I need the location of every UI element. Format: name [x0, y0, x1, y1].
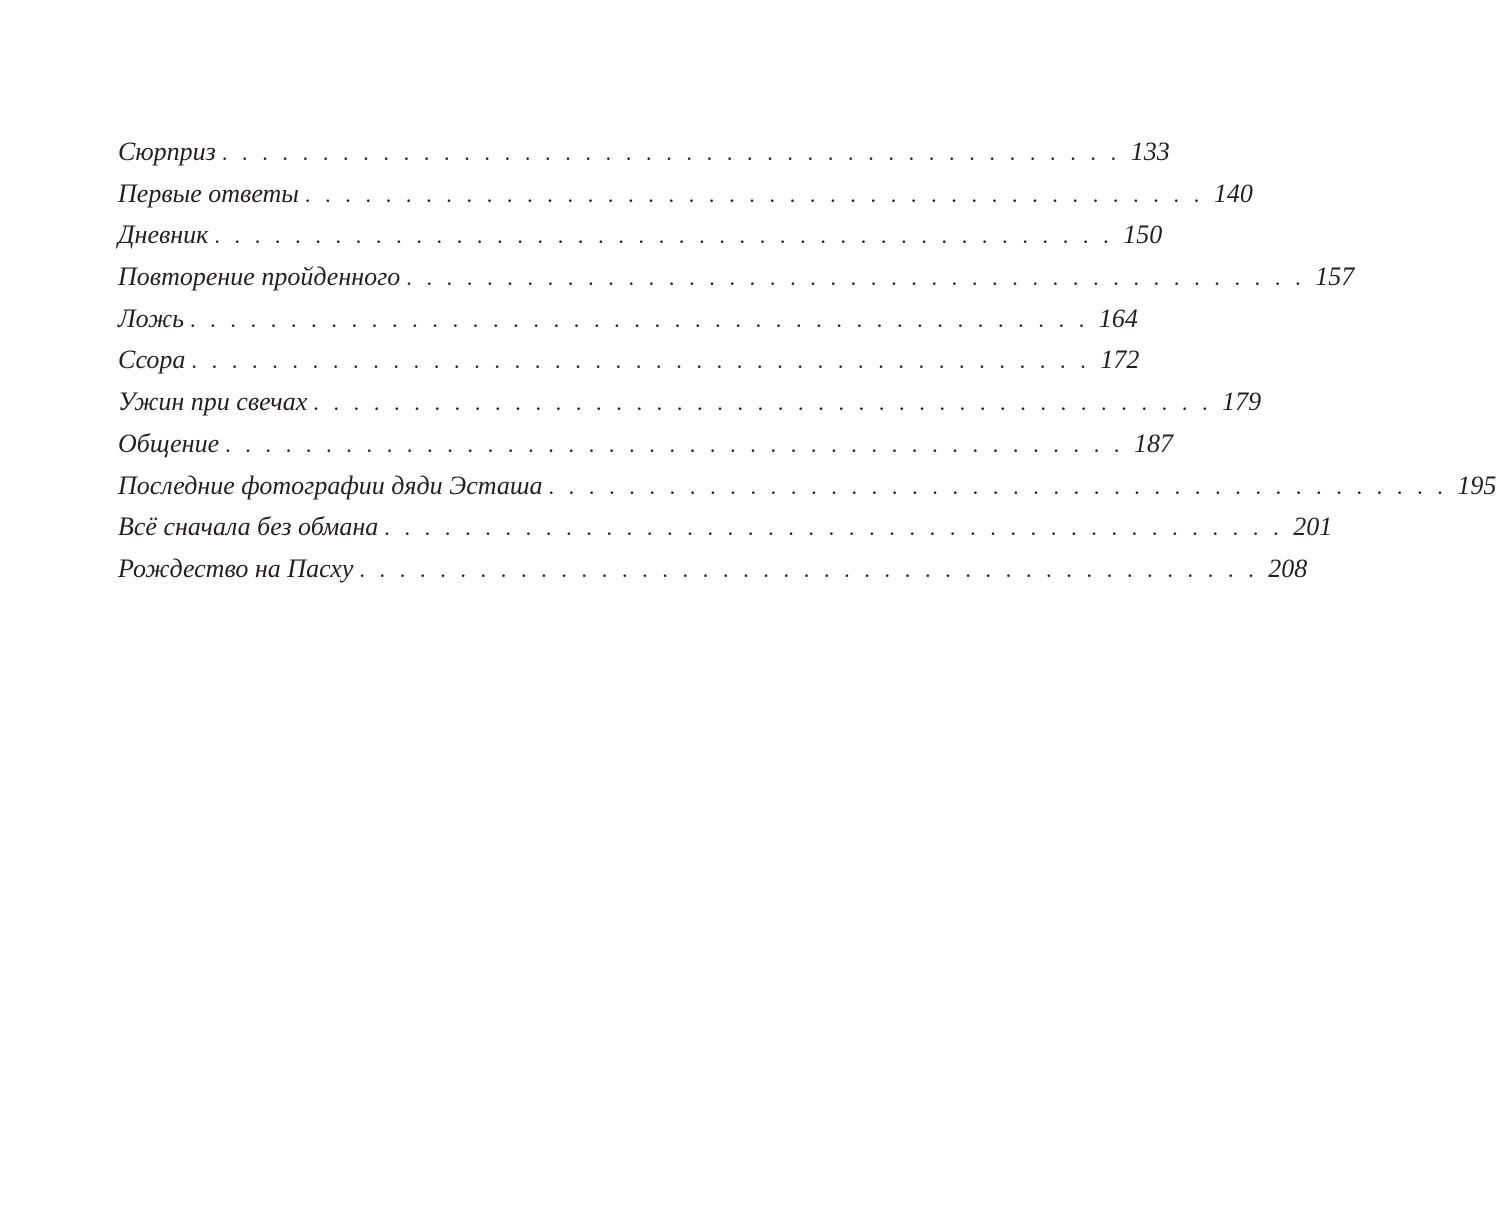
dot-leader: . . . . . . . . . . . . . . . . . . . . . . . . . . . . . . . . . . . . . . . . . . . . .	[225, 431, 1125, 457]
toc-entry-title: Первые ответы	[118, 178, 299, 208]
toc-entry-title: Ужин при свечах	[118, 387, 308, 417]
dot-leader: . . . . . . . . . . . . . . . . . . . . . . . . . . . . . . . . . . . . . . . . . . . . .	[304, 181, 1204, 207]
dot-leader: . . . . . . . . . . . . . . . . . . . . . . . . . . . . . . . . . . . . . . . . . . . . .	[214, 223, 1114, 249]
toc-entry-title: Ссора	[118, 345, 186, 375]
toc-entry[interactable]	[118, 339, 1140, 381]
toc-entry[interactable]	[118, 256, 1355, 298]
toc-entry[interactable]	[118, 381, 1262, 423]
toc-entry-title: Повторение пройденного	[118, 262, 401, 292]
toc-entry-title: Сюрприз	[118, 137, 216, 166]
toc-entry-page: 208	[1268, 553, 1308, 583]
toc-entry[interactable]	[118, 298, 1138, 340]
dot-leader: . . . . . . . . . . . . . . . . . . . . . . . . . . . . . . . . . . . . . . . . . . . . .	[384, 515, 1284, 541]
toc-entry[interactable]	[118, 423, 1174, 465]
toc-entry-title: Ложь	[118, 303, 184, 333]
toc-entry-title: Последние фотографии дяди Эсташа	[118, 470, 543, 500]
toc-entry-page: 195	[1457, 470, 1496, 500]
dot-leader: . . . . . . . . . . . . . . . . . . . . . . . . . . . . . . . . . . . . . . . . . . . . .	[313, 390, 1213, 416]
toc-entry[interactable]	[118, 506, 1333, 548]
dot-leader: . . . . . . . . . . . . . . . . . . . . . . . . . . . . . . . . . . . . . . . . . . . . .	[191, 348, 1091, 374]
toc-entry-page: 179	[1222, 387, 1262, 417]
dot-leader: . . . . . . . . . . . . . . . . . . . . . . . . . . . . . . . . . . . . . . . . . . . . .	[359, 556, 1259, 582]
table-of-contents	[118, 131, 1496, 590]
toc-entry-page: 157	[1315, 262, 1355, 292]
toc-entry-title: Всё сначала без обмана	[118, 512, 379, 542]
toc-entry-page: 201	[1293, 512, 1333, 542]
toc-entry-page: 172	[1100, 345, 1140, 375]
toc-entry-title: Общение	[118, 428, 220, 458]
toc-entry[interactable]	[118, 214, 1163, 256]
toc-entry-title: Рождество на Пасху	[118, 553, 354, 583]
dot-leader: . . . . . . . . . . . . . . . . . . . . . . . . . . . . . . . . . . . . . . . . . . . . .	[221, 140, 1121, 165]
toc-entry-page: 140	[1213, 178, 1253, 208]
toc-entry[interactable]	[118, 173, 1253, 215]
toc-entry-page: 133	[1130, 137, 1170, 166]
toc-entry-page: 187	[1134, 428, 1174, 458]
toc-entry-page: 150	[1123, 220, 1163, 250]
dot-leader: . . . . . . . . . . . . . . . . . . . . . . . . . . . . . . . . . . . . . . . . . . . . .	[189, 306, 1089, 332]
toc-entry[interactable]	[118, 465, 1496, 507]
toc-entry[interactable]	[118, 131, 1170, 173]
dot-leader: . . . . . . . . . . . . . . . . . . . . . . . . . . . . . . . . . . . . . . . . . . . . .	[406, 265, 1306, 291]
toc-entry-title: Дневник	[118, 220, 209, 250]
toc-entry[interactable]	[118, 548, 1308, 590]
dot-leader: . . . . . . . . . . . . . . . . . . . . . . . . . . . . . . . . . . . . . . . . . . . . .	[548, 473, 1448, 499]
toc-entry-page: 164	[1098, 303, 1138, 333]
